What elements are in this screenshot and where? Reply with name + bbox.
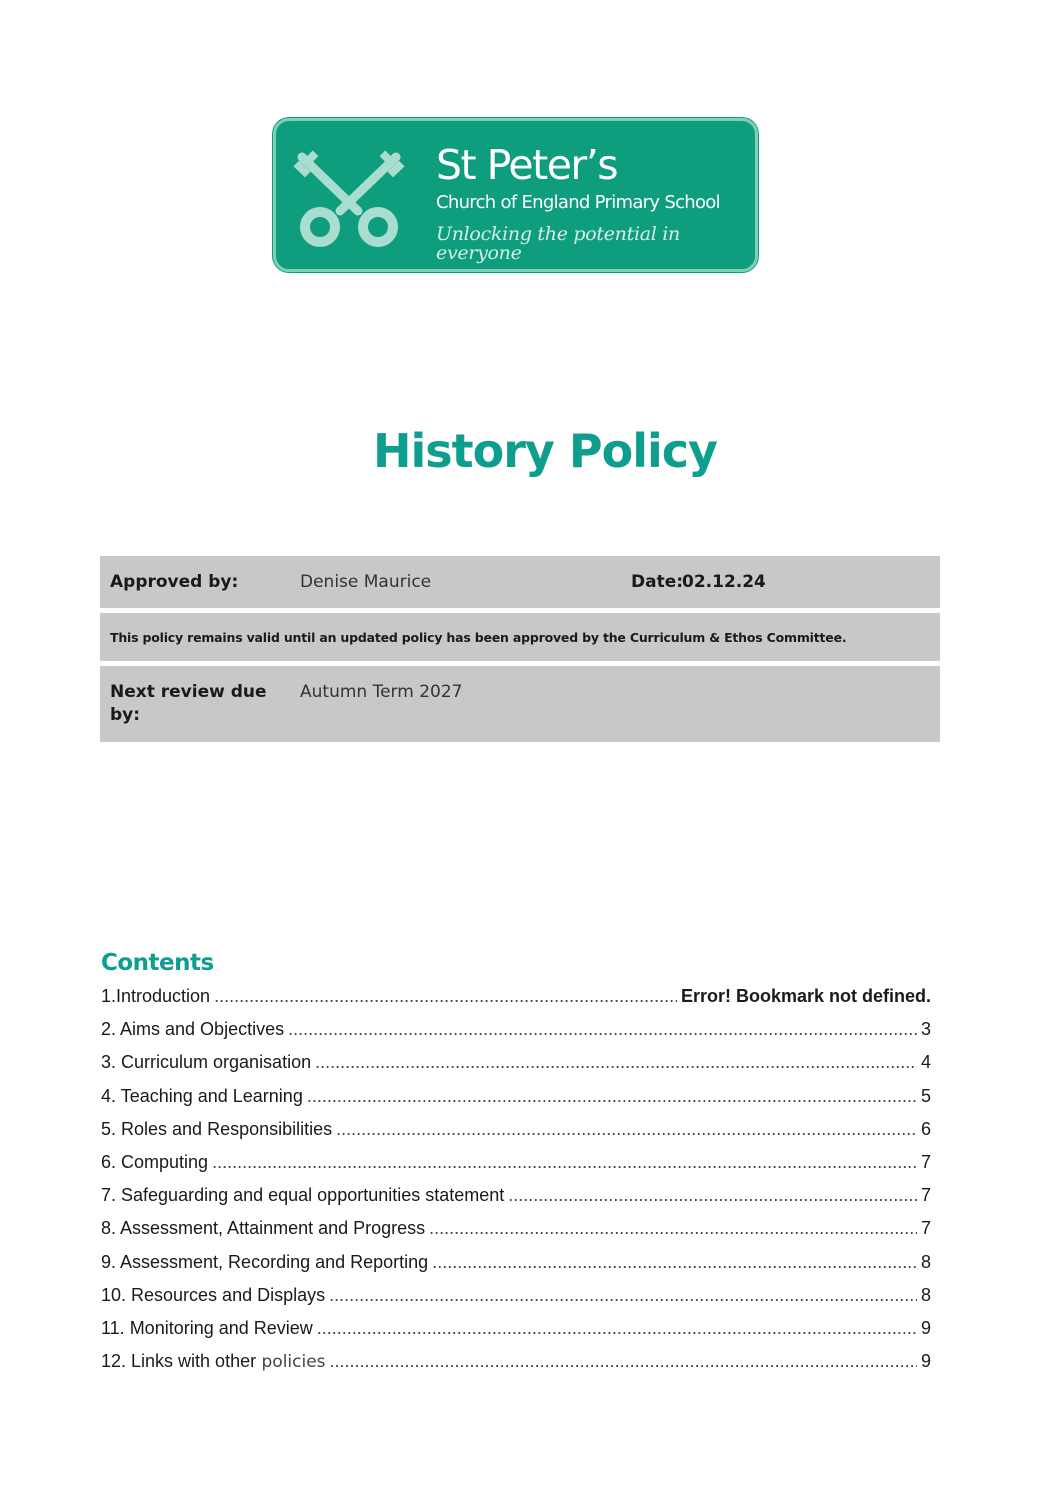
toc-dot-leader <box>329 1285 917 1306</box>
toc-entry[interactable] <box>101 1052 931 1085</box>
toc-dot-leader <box>214 986 677 1007</box>
toc-entry-title: 3. Curriculum organisation <box>101 1052 312 1073</box>
toc-dot-leader <box>307 1086 917 1107</box>
toc-entry[interactable] <box>101 1252 931 1285</box>
date-value: 02.12.24 <box>682 572 766 592</box>
toc-entry-page: 4 <box>920 1052 931 1073</box>
review-row <box>100 666 940 742</box>
toc-entry[interactable] <box>101 1185 931 1218</box>
approved-by-value: Denise Maurice <box>300 572 432 592</box>
toc-entry-title: 8. Assessment, Attainment and Progress <box>101 1218 426 1239</box>
toc-entry-title-tail: policies <box>256 1352 326 1373</box>
toc-entry-page: 6 <box>920 1118 931 1139</box>
toc-entry[interactable] <box>101 1351 931 1384</box>
approval-row <box>100 556 940 608</box>
toc-entry-title: 11. Monitoring and Review <box>101 1317 313 1338</box>
toc-entry[interactable] <box>101 1218 931 1251</box>
toc-entry-page: 8 <box>920 1284 931 1305</box>
toc-entry-title: 6. Computing <box>101 1151 209 1172</box>
toc-dot-leader <box>432 1252 917 1273</box>
toc-entry-title: 5. Roles and Responsibilities <box>101 1118 333 1139</box>
toc-entry-page: 8 <box>920 1251 931 1272</box>
toc-entry-page: 5 <box>920 1085 931 1106</box>
toc-dot-leader <box>212 1152 917 1173</box>
table-of-contents <box>101 986 931 1384</box>
toc-dot-leader <box>317 1318 917 1339</box>
school-subtitle: Church of England Primary School <box>436 192 720 213</box>
toc-entry-title: 9. Assessment, Recording and Reporting <box>101 1251 429 1272</box>
toc-dot-leader <box>288 1019 917 1040</box>
next-review-value: Autumn Term 2027 <box>300 682 463 702</box>
toc-dot-leader <box>336 1119 917 1140</box>
document-title: History Policy <box>372 424 718 478</box>
toc-entry-page: 7 <box>920 1151 931 1172</box>
toc-dot-leader <box>508 1185 917 1206</box>
toc-entry[interactable] <box>101 1086 931 1119</box>
toc-entry[interactable] <box>101 1285 931 1318</box>
toc-entry-page: 7 <box>920 1185 931 1206</box>
validity-row <box>100 613 940 661</box>
date-label: Date: <box>631 572 684 592</box>
toc-entry-title: 2. Aims and Objectives <box>101 1019 285 1040</box>
toc-entry-title: 4. Teaching and Learning <box>101 1085 303 1106</box>
toc-entry-title <box>101 1351 326 1372</box>
next-review-label: Next review due by: <box>110 682 267 725</box>
toc-entry-title: 10. Resources and Displays <box>101 1284 326 1305</box>
toc-entry-page: 7 <box>920 1218 931 1239</box>
toc-entry-page: 9 <box>920 1317 931 1338</box>
validity-note: This policy remains valid until an updated policy has been approved by the Curriculum & Ethos Committee. <box>110 630 847 645</box>
school-name: St Peter’s <box>436 141 618 189</box>
toc-entry-page: 9 <box>920 1351 931 1372</box>
school-logo <box>273 118 758 272</box>
toc-dot-leader <box>315 1052 917 1073</box>
toc-entry[interactable] <box>101 986 931 1019</box>
approved-by-label: Approved by: <box>110 572 239 592</box>
toc-entry-title-main: 12. Links with other <box>101 1351 257 1372</box>
toc-entry-page: 3 <box>920 1019 931 1040</box>
toc-entry[interactable] <box>101 1318 931 1351</box>
crossed-keys-icon <box>290 145 408 249</box>
toc-entry[interactable] <box>101 1152 931 1185</box>
toc-entry-title: 7. Safeguarding and equal opportunities statement <box>101 1185 505 1206</box>
toc-dot-leader <box>330 1351 917 1372</box>
toc-entry-title: 1.Introduction <box>101 986 211 1006</box>
toc-entry-page: Error! Bookmark not defined. <box>680 986 931 1006</box>
toc-dot-leader <box>429 1218 917 1239</box>
school-motto: Unlocking the potential in everyone <box>436 223 680 264</box>
toc-entry[interactable] <box>101 1119 931 1152</box>
contents-heading: Contents <box>101 950 214 976</box>
toc-entry[interactable] <box>101 1019 931 1052</box>
